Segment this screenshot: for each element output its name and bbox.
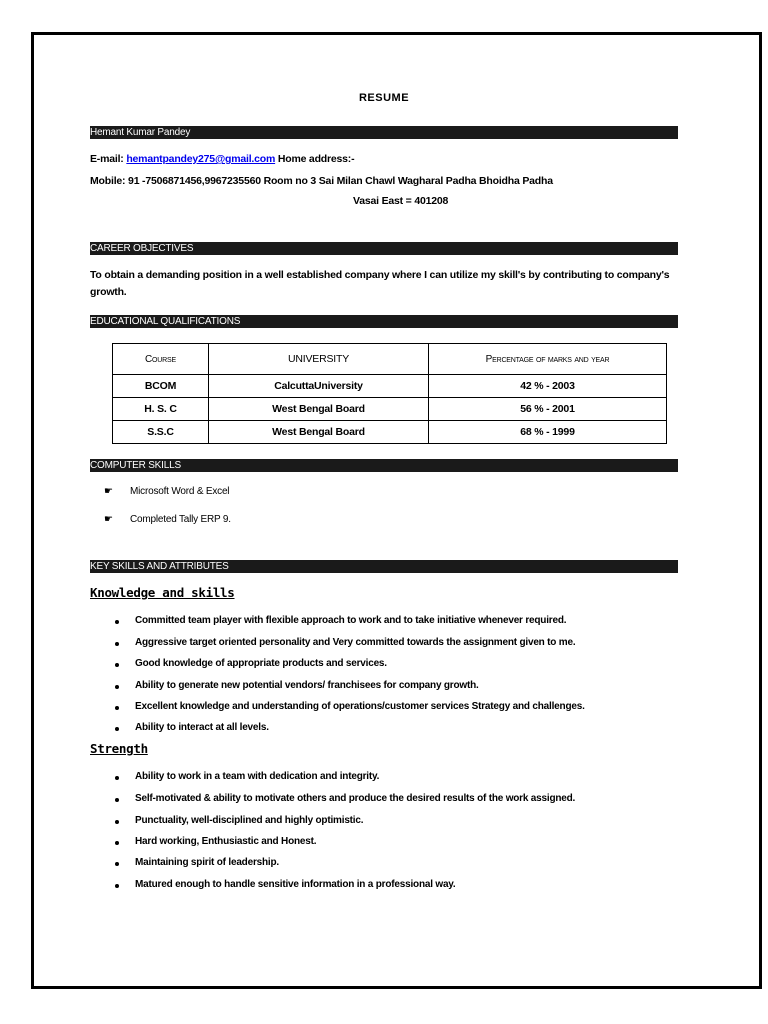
table-row	[113, 375, 667, 398]
list-item: Microsoft Word & Excel	[130, 486, 230, 497]
education-heading: EDUCATIONAL QUALIFICATIONS	[90, 315, 678, 328]
table-cell: S.S.C	[113, 421, 209, 444]
bullet-icon	[115, 884, 119, 888]
address-line-2: Vasai East = 401208	[353, 195, 449, 207]
document-title: RESUME	[358, 92, 410, 104]
computer-skills-heading: COMPUTER SKILLS	[90, 459, 678, 472]
pointing-hand-icon: ☛	[104, 514, 113, 525]
list-item: Punctuality, well-disciplined and highly optimistic.	[135, 815, 364, 826]
bullet-icon	[115, 685, 119, 689]
list-item: Ability to work in a team with dedication and integrity.	[135, 771, 380, 782]
table-cell: 68 % - 1999	[429, 421, 667, 444]
list-item: Excellent knowledge and understanding of operations/customer services Strategy and challenges.	[135, 701, 585, 712]
list-item: Aggressive target oriented personality and Very committed towards the assignment given to me.	[135, 637, 576, 648]
table-row	[113, 398, 667, 421]
bullet-icon	[115, 727, 119, 731]
table-header: UNIVERSITY	[209, 344, 429, 375]
list-item: Committed team player with flexible approach to work and to take initiative whenever required.	[135, 615, 567, 626]
list-item: Completed Tally ERP 9.	[130, 514, 231, 525]
bullet-icon	[115, 798, 119, 802]
knowledge-subtitle: Knowledge and skills	[90, 585, 235, 600]
list-item: Ability to generate new potential vendors/ franchisees for company growth.	[135, 680, 479, 691]
email-link[interactable]: hemantpandey275@gmail.com	[126, 153, 276, 165]
table-header-row	[113, 344, 667, 375]
table-cell: West Bengal Board	[209, 421, 429, 444]
bullet-icon	[115, 862, 119, 866]
bullet-icon	[115, 776, 119, 780]
name-bar: Hemant Kumar Pandey	[90, 126, 678, 139]
list-item: Matured enough to handle sensitive information in a professional way.	[135, 879, 456, 890]
list-item: Self-motivated & ability to motivate others and produce the desired results of the work assigned.	[135, 793, 576, 804]
table-header: Course	[113, 344, 209, 375]
table-cell: 56 % - 2001	[429, 398, 667, 421]
list-item: Maintaining spirit of leadership.	[135, 857, 279, 868]
table-row	[113, 421, 667, 444]
bullet-icon	[115, 620, 119, 624]
mobile-line: Mobile: 91 -7506871456,9967235560 Room no 3 Sai Milan Chawl Wagharal Padha Bhoidha Padha	[90, 175, 553, 187]
strength-subtitle: Strength	[90, 741, 148, 756]
table-cell: CalcuttaUniversity	[209, 375, 429, 398]
table-cell: West Bengal Board	[209, 398, 429, 421]
list-item: Ability to interact at all levels.	[135, 722, 269, 733]
bullet-icon	[115, 820, 119, 824]
home-address-label: Home address:-	[277, 153, 355, 165]
list-item: Good knowledge of appropriate products and services.	[135, 658, 387, 669]
table-header: Percentage of marks and year	[429, 344, 667, 375]
bullet-icon	[115, 841, 119, 845]
bullet-icon	[115, 706, 119, 710]
career-heading: CAREER OBJECTIVES	[90, 242, 678, 255]
email-label: E-mail:	[90, 153, 124, 165]
education-table	[112, 343, 667, 444]
email-line	[90, 153, 354, 165]
career-line-2: growth.	[90, 286, 127, 298]
table-cell: 42 % - 2003	[429, 375, 667, 398]
table-cell: BCOM	[113, 375, 209, 398]
bullet-icon	[115, 642, 119, 646]
pointing-hand-icon: ☛	[104, 486, 113, 497]
list-item: Hard working, Enthusiastic and Honest.	[135, 836, 317, 847]
bullet-icon	[115, 663, 119, 667]
key-skills-heading: KEY SKILLS AND ATTRIBUTES	[90, 560, 678, 573]
table-cell: H. S. C	[113, 398, 209, 421]
career-line-1: To obtain a demanding position in a well established company where I can utilize my skill's by contributing to company's	[90, 269, 670, 281]
